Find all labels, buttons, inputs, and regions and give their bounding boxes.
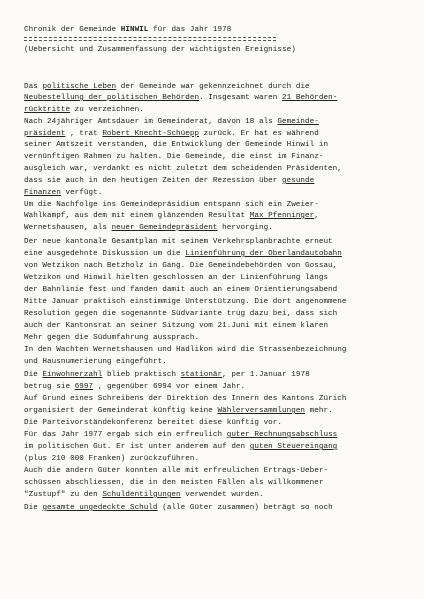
text-line: Das politische Leben der Gemeinde war gekennzeichnet durch die [24,83,310,91]
text-line: Die Einwohnerzahl blieb praktisch stationär, per 1.Januar 1978 [24,371,310,379]
text-line: Resolution gegen die sogenannte Südvariante trug dazu bei, dass sich [24,310,338,318]
text-line: Mitte Januar praktisch einstimmige Unterstützung. Die dort angenommene [24,298,347,306]
text-line: betrug sie 6997 , gegenüber 6994 vor einem Jahr. [24,383,246,391]
text-line: der Bahnlinie fest und fanden damit auch an einem Orientierungsabend [24,286,338,294]
title-rule-bottom [24,40,276,41]
text-line: Die gesamte ungedeckte Schuld (alle Güter zusammen) beträgt so noch [24,504,333,512]
text-line: Auch die andern Güter konnten alle mit erfreulichen Ertrags-Ueber- [24,467,329,475]
text-line: schüssen abschliessen, die in den meisten Fällen als willkommener [24,479,324,487]
text-line: organisiert der Gemeinderat künftig keine Wählerversammlungen mehr. [24,407,333,415]
text-line: Die Parteivorständekonferenz bereitet diese künftig vor. [24,419,282,427]
text-line: von Wetzikon nach Betzholz in Gang. Die Gemeindebehörden von Gossau, [24,262,338,270]
text-line: präsident , trat Robert Knecht-Schüepp zurück. Er hat es während [24,130,319,138]
text-line: Um die Nachfolge ins Gemeindepräsidium entspann sich ein Zweier- [24,201,319,209]
text-line: Für das Jahr 1977 ergab sich ein erfreulich guter Rechnungsabschluss [24,431,338,439]
text-line: Der neue kantonale Gesamtplan mit seinem Verkehrsplanbrachte erneut [24,238,333,246]
title-rule-top [24,37,276,38]
text-line: Wahlkampf, aus dem mit einem glänzenden Resultat Max Pfenninger, [24,212,319,220]
text-line: im politischen Gut. Er ist unter anderem auf den guten Steuereingang [24,443,338,451]
text-line: auch der Kantonsrat an seiner Sitzung vom 21.Juni mit einem klaren [24,322,329,330]
text-line: und Hausnumerierung eingeführt. [24,358,167,366]
text-line: Mehr gegen die Südumfahrung aussprach. [24,334,200,342]
text-line: vernünftigen Rahmen zu halten. Die Gemeinde, die einst im Finanz- [24,153,324,161]
text-line: ausgleich war, verdankt es nicht zuletzt dem scheidenden Präsidenten, [24,165,342,173]
text-line: Finanzen verfügt. [24,189,103,197]
text-line: In den Wachten Wernetshausen und Hadlikon wird die Strassenbezeichnung [24,346,347,354]
text-line: Wetzikon und Hinwil hielten geschlossen an der Linienführung längs [24,274,329,282]
text-line: dass sie auch in den heutigen Zeiten der Rezession über gesunde [24,177,315,185]
text-line: (plus 210 000 Franken) zurückzuführen. [24,455,200,463]
document-title: Chronik der Gemeinde HINWIL für das Jahr 1978 [24,26,232,34]
text-line: seiner Amtszeit verstanden, die Entwicklung der Gemeinde Hinwil in [24,141,329,149]
text-line: Neubestellung der politischen Behörden. Insgesamt waren 21 Behörden- [24,94,338,102]
text-line: rücktritte zu verzeichnen. [24,106,144,114]
text-line: Nach 24jähriger Amtsdauer im Gemeinderat, davon 18 als Gemeinde- [24,118,319,126]
text-line: "Zustupf" zu den Schuldentilgungen verwendet wurden. [24,491,264,499]
text-line: Auf Grund eines Schreibens der Direktion des Innern des Kantons Zürich [24,395,347,403]
document-subtitle: (Uebersicht und Zusammenfassung der wichtigsten Ereignisse) [24,46,296,54]
text-line: eine ausgedehnte Diskussion um die Linienführung der Oberlandautobahn [24,250,342,258]
text-line: Wernetshausen, als neuer Gemeindepräsident hervorging. [24,224,273,232]
